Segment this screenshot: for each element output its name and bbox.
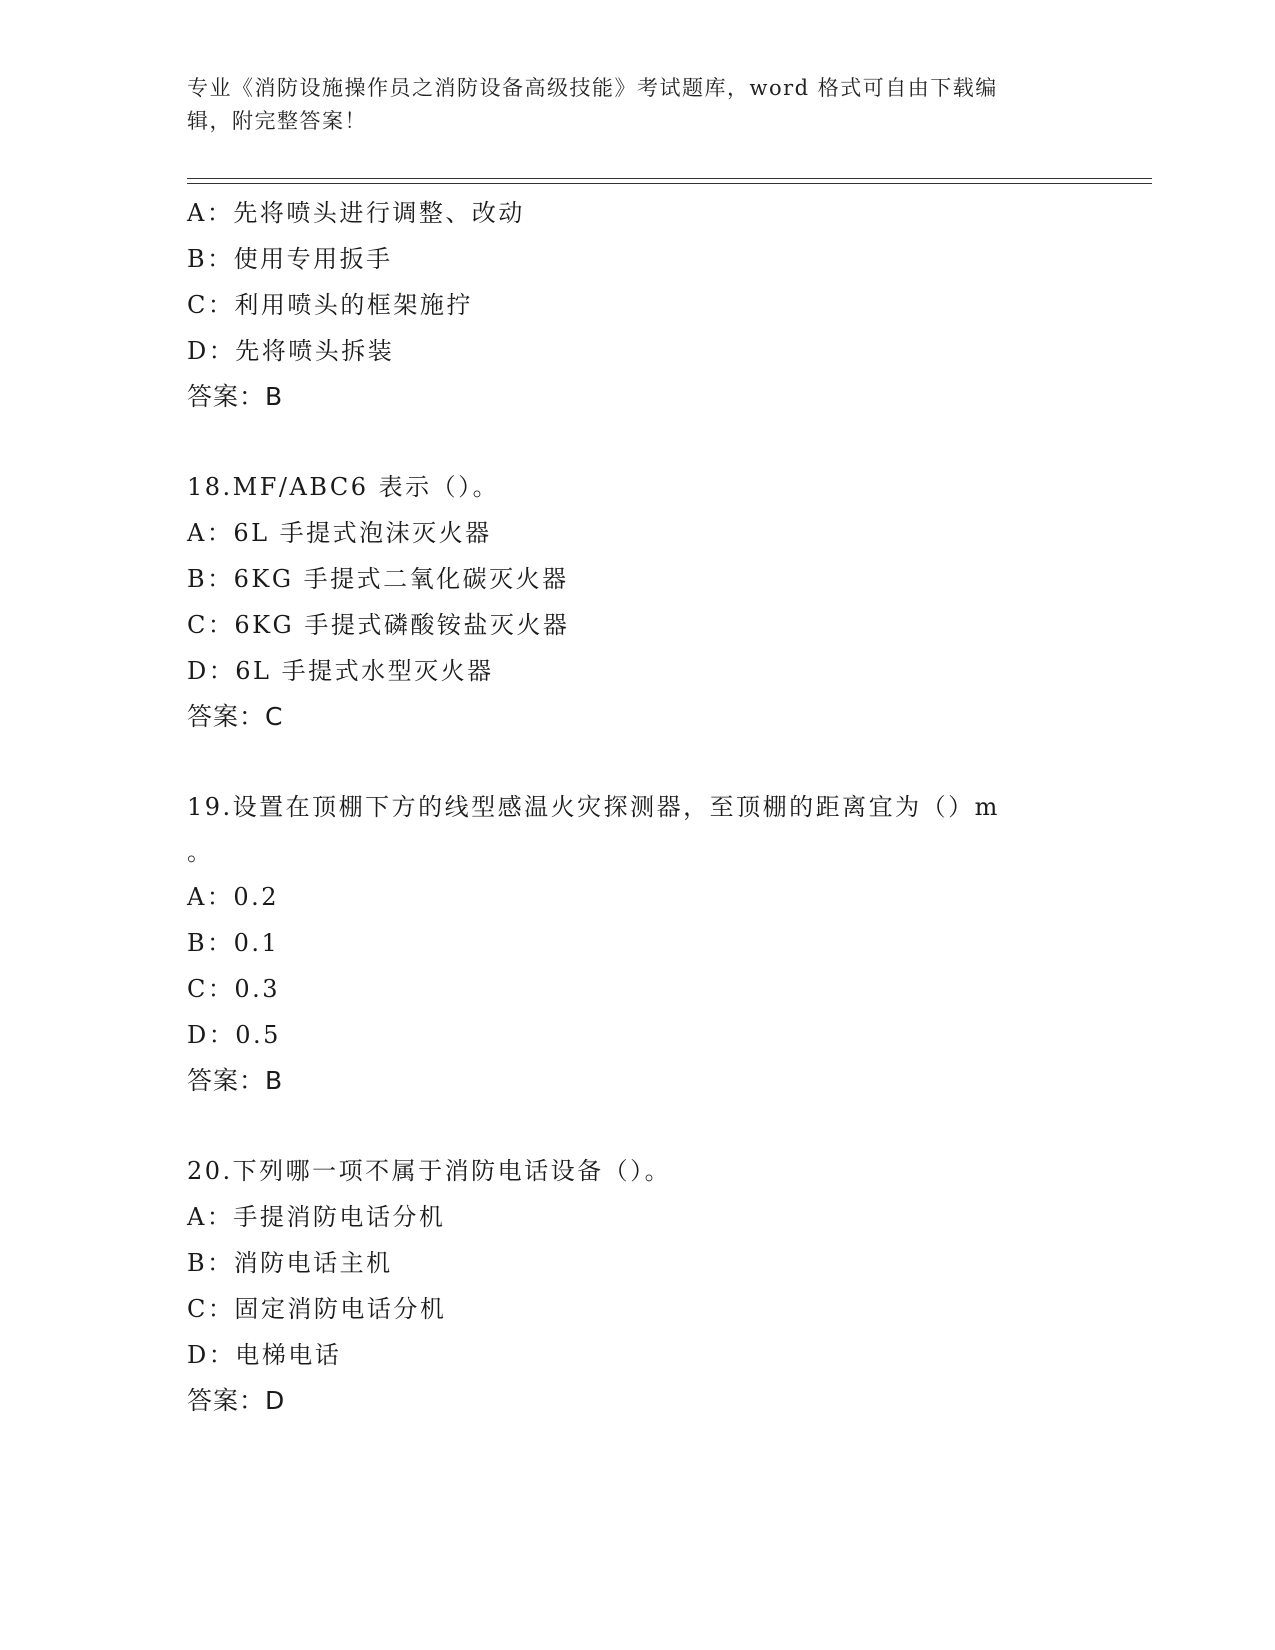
question-17 [187, 190, 1152, 420]
document-header [187, 72, 1077, 138]
option-a: A：0.2 [187, 883, 279, 911]
option-c: C：0.3 [187, 975, 281, 1003]
option-c: C：固定消防电话分机 [187, 1295, 447, 1323]
option-d: D：0.5 [187, 1021, 281, 1049]
option-d: D：先将喷头拆装 [187, 337, 395, 365]
option-a: A：手提消防电话分机 [187, 1203, 446, 1231]
option-a: A：先将喷头进行调整、改动 [187, 199, 525, 227]
question-20 [187, 1148, 1152, 1424]
option-a: A：6L 手提式泡沫灭火器 [187, 519, 492, 547]
spacer [187, 740, 1152, 784]
option-c: C：利用喷头的框架施拧 [187, 291, 473, 319]
question-stem: 20.下列哪一项不属于消防电话设备（）。 [187, 1157, 672, 1185]
option-b: B：消防电话主机 [187, 1249, 393, 1277]
spacer [187, 420, 1152, 464]
option-d: D：6L 手提式水型灭火器 [187, 657, 494, 685]
question-18 [187, 464, 1152, 740]
header-divider [187, 178, 1152, 184]
answer: 答案：D [187, 1386, 286, 1415]
question-19 [187, 784, 1152, 1104]
header-line-2: 辑，附完整答案！ [187, 109, 367, 133]
answer: 答案：B [187, 382, 284, 411]
question-list [187, 190, 1152, 1424]
option-b: B：0.1 [187, 929, 280, 957]
question-stem: 19.设置在顶棚下方的线型感温火灾探测器，至顶棚的距离宜为（）m [187, 793, 1000, 821]
answer: 答案：B [187, 1066, 284, 1095]
question-stem: 18.MF/ABC6 表示（）。 [187, 473, 500, 501]
spacer [187, 1104, 1152, 1148]
option-d: D：电梯电话 [187, 1341, 342, 1369]
option-c: C：6KG 手提式磷酸铵盐灭火器 [187, 611, 570, 639]
header-line-1: 专业《消防设施操作员之消防设备高级技能》考试题库，word 格式可自由下载编 [187, 76, 998, 100]
option-b: B：6KG 手提式二氧化碳灭火器 [187, 565, 569, 593]
option-b: B：使用专用扳手 [187, 245, 393, 273]
answer: 答案：C [187, 702, 284, 731]
question-stem-continuation: 。 [187, 838, 214, 866]
